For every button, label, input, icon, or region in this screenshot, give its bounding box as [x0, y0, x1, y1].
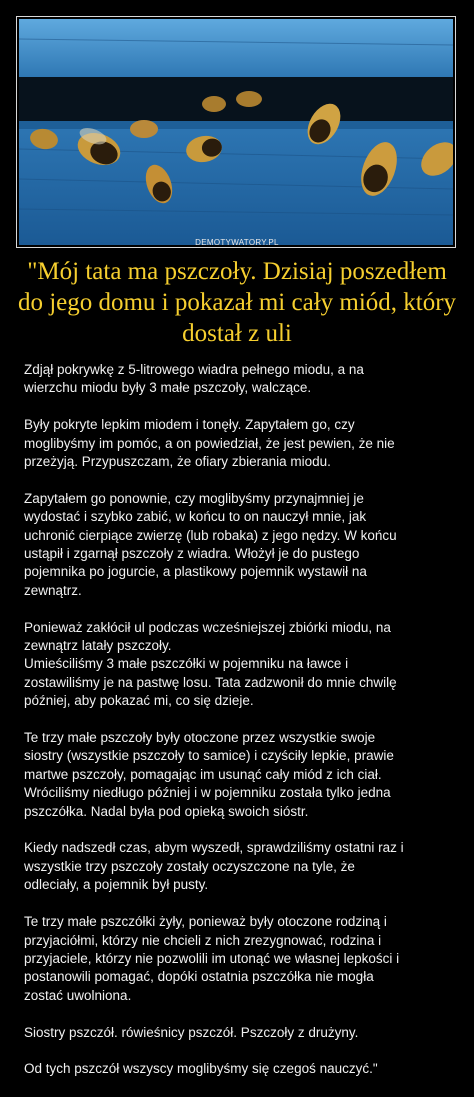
beehive-photo: [19, 19, 453, 245]
paragraph-3: Zapytałem go ponownie, czy moglibyśmy przynajmniej je wydostać i szybko zabić, w końcu to on nauczył mnie, jak uchronić cierpiące zwierzę (lub robaka) z jego nędzy. W końcu ustąpił i zgarnął pszczoły z wiadra. Włożył je do pustego pojemnika po jogurcie, a plastikowy pojemnik wystawił na zewnątrz.: [24, 490, 397, 598]
watermark: DEMOTYWATORY.PL: [195, 238, 279, 247]
photo-frame: [16, 16, 456, 248]
post-title: "Mój tata ma pszczoły. Dzisiaj poszedłem do jego domu i pokazał mi cały miód, który dostał z uli: [17, 258, 457, 347]
post-body: [24, 361, 454, 1097]
paragraph-1: Zdjął pokrywkę z 5-litrowego wiadra pełnego miodu, a na wierzchu miodu były 3 małe pszczoły, walczące.: [24, 362, 364, 396]
paragraph-2: Były pokryte lepkim miodem i tonęły. Zapytałem go, czy moglibyśmy im pomóc, a on powiedział, że jest pewien, że nie przeżyją. Przypuszczam, że ofiary zbierania miodu.: [24, 417, 395, 470]
paragraph-4: Ponieważ zakłócił ul podczas wcześniejszej zbiórki miodu, na zewnątrz latały pszczoły. Umieściliśmy 3 małe pszczółki w pojemniku na ławce i zostawiliśmy je na pastwę losu. Tata zadzwonił do mnie chwilę później, aby pokazać mi, co się dzieje.: [24, 619, 397, 709]
paragraph-5: Te trzy małe pszczoły były otoczone przez wszystkie swoje siostry (wszystkie pszczoły to samice) i czyściły lepkie, prawie martwe pszczoły, pomagając im usunąć cały miód z ich ciał. Wróciliśmy niedługo później i w pojemniku została tylko jedna pszczółka. Nadal była pod opieką swoich sióstr.: [24, 730, 394, 819]
paragraph-9: Od tych pszczół wszyscy moglibyśmy się czegoś nauczyć.": [24, 1061, 378, 1077]
paragraph-6: Kiedy nadszedł czas, abym wyszedł, sprawdziliśmy ostatni raz i wszystkie trzy pszczoły zostały oczyszczone na tyle, że odleciały, a pojemnik był pusty.: [24, 840, 404, 893]
paragraph-7: Te trzy małe pszczółki żyły, ponieważ były otoczone rodziną i przyjaciółmi, którzy nie chcieli z nich zrezygnować, rodzina i przyjaciele, którzy nie pozwolili im utonąć we własnej lepkości i postanowili pomagać, dopóki ostatnia pszczółka nie mogła zostać uwolniona.: [24, 914, 400, 1003]
paragraph-8: Siostry pszczół. rówieśnicy pszczół. Pszczoły z drużyny.: [24, 1024, 359, 1040]
